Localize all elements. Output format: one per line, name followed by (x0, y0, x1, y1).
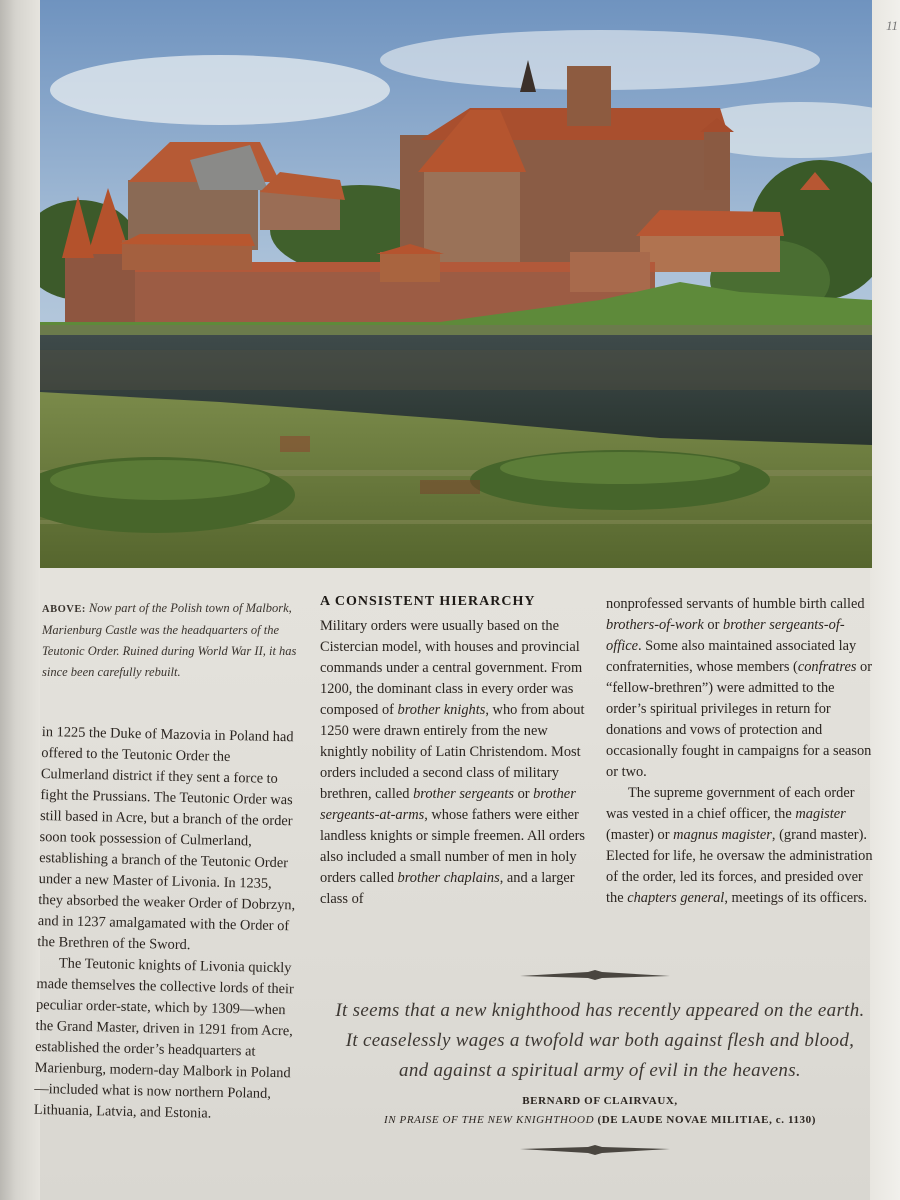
quote-work-title: IN PRAISE OF THE NEW KNIGHTHOOD (383, 1114, 595, 1126)
quote-line-2: It ceaselessly wages a twofold war both against flesh and blood, (345, 1030, 855, 1051)
pull-quote (320, 996, 880, 1086)
quote-author: BERNARD OF CLAIRVAUX, (522, 1095, 678, 1107)
quote-attribution (320, 1092, 880, 1130)
middle-text-5: , and a larger class of (320, 870, 575, 907)
right-p2-emphasis-1: magister (795, 806, 846, 822)
right-p2-text-3: , (grand master). Elected for life, he oversaw the administration of the order, led its forces, and presided over the (606, 827, 873, 906)
quote-work-date: , c. 1130) (769, 1114, 817, 1126)
book-gutter (0, 0, 40, 1200)
page-number: 11 (885, 18, 898, 33)
right-text-3: . Some also maintained associated lay confraternities, whose members ( (606, 638, 857, 675)
divider-ornament-top (520, 970, 670, 980)
middle-emphasis-1: brother knights (397, 702, 486, 718)
middle-text-2: , who from about 1250 were drawn entirely from the new knightly nobility of Latin Christendom. Most orders included a second class of military brethren, called (320, 702, 585, 802)
right-text-2: or (703, 617, 723, 633)
caption-text: Now part of the Polish town of Malbork, Marienburg Castle was the headquarters of the Teutonic Order. Ruined during World War II, it has since been carefully rebuilt. (42, 601, 297, 679)
caption-lead: ABOVE: (42, 604, 86, 615)
photo-caption (42, 598, 307, 683)
right-p2-text-2: (master) or (606, 827, 674, 843)
section-heading: A CONSISTENT HIERARCHY (320, 594, 536, 609)
middle-emphasis-3: brother sergeants-at-arms (320, 786, 576, 823)
right-p2-emphasis-3: chapters general (627, 890, 725, 906)
quote-work (320, 1111, 880, 1130)
quote-work-latin: (DE LAUDE NOVAE MILITIAE (597, 1114, 770, 1126)
right-paragraph-2 (606, 783, 874, 909)
middle-paragraph (320, 616, 592, 910)
right-p2-emphasis-2: magnus magister (673, 827, 772, 843)
right-text-1: nonprofessed servants of humble birth called (606, 596, 865, 612)
left-paragraph-1: in 1225 the Duke of Mazovia in Poland had offered to the Teutonic Order the Culmerland district if they sent a force to fight the Prussians. The Teutonic Order was still based in Acre, but a branch of the order soon took possession of Culmerland, establishing a branch of the Teutonic Order under a new Master of Livonia. In 1235, they absorbed the weaker Order of Dobrzyn, and in 1237 amalgamated with the Order of the Brethren of the Sword. (37, 723, 296, 954)
middle-emphasis-2: brother sergeants (413, 786, 514, 802)
right-paragraph-1 (606, 594, 874, 783)
castle-illustration (40, 0, 872, 568)
left-column (34, 722, 300, 1126)
divider-ornament-bottom (520, 1145, 670, 1155)
right-p2-text-4: , meetings of its officers. (724, 890, 868, 906)
right-emphasis-3: confratres (797, 659, 857, 675)
castle-photo (40, 0, 872, 568)
right-emphasis-1: brothers-of-work (606, 617, 704, 633)
right-emphasis-2: brother sergeants-of-office (606, 617, 845, 654)
middle-text-3: or (513, 786, 534, 802)
middle-text-4: , whose fathers were either landless knights or simple freemen. All orders also included a small number of men in holy orders called (320, 807, 585, 886)
middle-emphasis-4: brother chaplains (397, 870, 500, 886)
right-column (606, 594, 874, 909)
quote-line-3: and against a spiritual army of evil in the heavens. (399, 1060, 801, 1081)
quote-line-1: It seems that a new knighthood has recently appeared on the earth. (335, 1000, 865, 1021)
middle-text-1: Military orders were usually based on the Cistercian model, with houses and provincial commands under a central government. From 1200, the dominant class in every order was composed of (320, 618, 583, 718)
left-paragraph-2: The Teutonic knights of Livonia quickly made themselves the collective lords of their peculiar order-state, which by 1309—when the Grand Master, driven in 1291 from Acre, established the order’s headquarters at Marienburg, modern-day Malbork in Poland—included what is now northern Poland, Lithuania, Latvia, and Estonia. (33, 955, 294, 1122)
right-p2-text-1: The supreme government of each order was vested in a chief officer, the (606, 785, 855, 822)
right-text-4: or “fellow-brethren”) were admitted to the order’s spiritual privileges in return for donations and vows of protection and occasionally fought in campaigns for a season or two. (606, 659, 873, 780)
middle-column (320, 616, 592, 910)
